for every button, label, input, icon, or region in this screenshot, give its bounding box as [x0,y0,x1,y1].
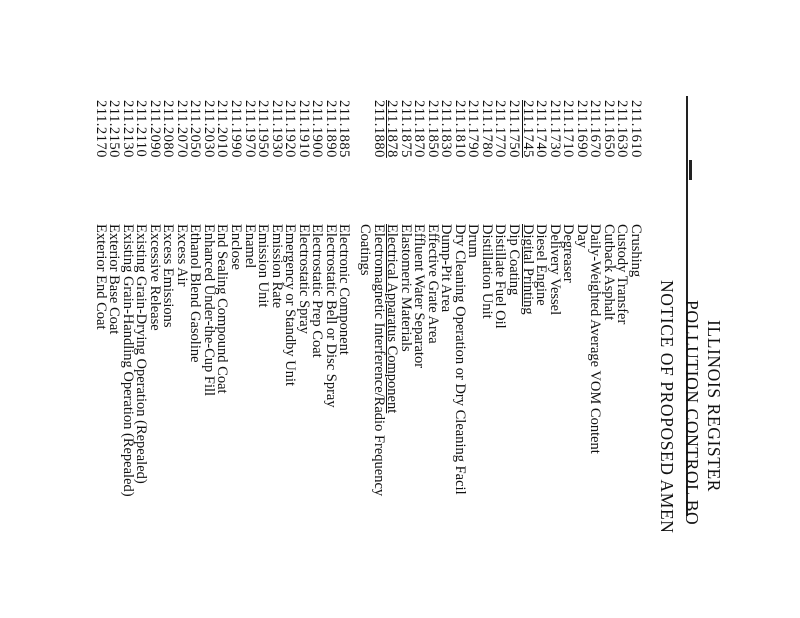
section-number: 211.1780 [478,100,495,158]
definition-title: Degreaser [560,224,577,283]
definition-title: Emergency or Standby Unit [282,224,299,387]
definition-title: Digital Printing [519,224,536,315]
definition-title: Custody Transfer [614,224,631,325]
section-number: 211.2080 [160,100,177,158]
section-number: 211.2130 [119,100,136,158]
definition-title: Dump-Pit Area [438,224,455,313]
definition-title: Enamel [241,224,258,269]
section-number: 211.2170 [92,100,109,158]
section-number: 211.1750 [506,100,523,158]
definition-title: Dip Coating [506,224,523,296]
section-number: 211.1910 [295,100,312,158]
register-title: ILLINOIS REGISTER [704,320,724,493]
definition-title: Distillation Unit [478,224,495,319]
definition-title: Drum [465,224,482,258]
section-number: 211.1920 [282,100,299,158]
definition-title: Distillate Fuel Oil [492,224,509,329]
section-number: 211.1880 [370,100,387,158]
section-number: 211.2030 [200,100,217,158]
definition-title: Crushing [628,224,644,278]
section-number: 211.1710 [560,100,577,158]
definition-title: Excess Air [173,224,190,287]
section-number: 211.1810 [451,100,468,158]
section-number: 211.1650 [600,100,617,158]
section-number: 211.2050 [187,100,204,158]
definition-title: Electrostatic Spray [295,224,312,334]
section-number: 211.1770 [492,100,509,158]
section-number: 211.1950 [255,100,272,158]
definition-title: Electromagnetic Interference/Radio Frequency [370,224,387,497]
header-dash [689,160,692,180]
section-number: 211.2010 [214,100,231,158]
definition-title: Effluent Water Separator [411,224,428,369]
definition-title: Electrostatic Bell or Disc Spray [322,224,339,408]
section-number: 211.2070 [173,100,190,158]
section-number: 211.1870 [411,100,428,158]
section-number: 211.1990 [228,100,245,158]
definition-title: Diesel Engine [533,224,550,306]
definition-title: Enhanced Under-the-Cup Fill [200,224,217,397]
definition-title: Existing Grain-Drying Operation (Repealed) [133,224,150,484]
section-number: 211.1690 [573,100,590,158]
definition-title: Emission Rate [268,224,285,309]
definition-title: End Sealing Compound Coat [214,224,231,394]
definition-title: Excess Emissions [160,224,177,328]
definition-title: Ethanol Blend Gasoline [187,224,204,363]
definition-title: Exterior End Coat [92,224,109,330]
definition-title: Effective Grate Area [424,224,441,344]
section-number: 211.1670 [587,100,604,158]
section-number: 211.1630 [614,100,631,158]
definition-title: Dry Cleaning Operation or Dry Cleaning Facil [451,224,468,495]
definition-title: Day [573,224,590,249]
section-number: 211.1875 [397,100,414,158]
section-number: 211.1900 [309,100,326,158]
section-number: 211.1610 [628,100,644,158]
board-title: POLLUTION CONTROL BO [682,300,702,526]
definition-title: Excessive Release [146,224,163,331]
section-number: 211.1740 [533,100,550,158]
section-number: 211.1830 [438,100,455,158]
definition-title: Daily-Weighted Average VOM Content [587,224,604,454]
definition-title: Enclose [228,224,245,270]
section-number: 211.1878 [384,100,401,158]
section-number: 211.1850 [424,100,441,158]
definition-title: Cutback Asphalt [600,224,617,321]
definition-title: Coatings [357,224,373,276]
section-number: 211.1790 [465,100,482,158]
definition-title: Electronic Component [336,224,353,355]
notice-title: NOTICE OF PROPOSED AMEN [657,280,677,534]
section-number: 211.1730 [546,100,563,158]
section-number: 211.1745 [519,100,536,158]
definition-title: Existing Grain-Handling Operation (Repealed) [119,224,136,497]
definition-title: Emission Unit [255,224,272,308]
definition-title: Delivery Vessel [546,224,563,316]
section-number: 211.2110 [133,100,150,158]
definition-title: Elastomeric Materials [397,224,414,352]
definition-title: Electrical Apparatus Component [384,224,401,414]
section-number: 211.1970 [241,100,258,158]
section-number: 211.1890 [322,100,339,158]
section-number: 211.1885 [336,100,353,158]
definition-title: Exterior Base Coat [106,224,123,335]
section-number: 211.1930 [268,100,285,158]
section-number: 211.2150 [106,100,123,158]
section-number: 211.2090 [146,100,163,158]
definition-title: Electrostatic Prep Coat [309,224,326,358]
